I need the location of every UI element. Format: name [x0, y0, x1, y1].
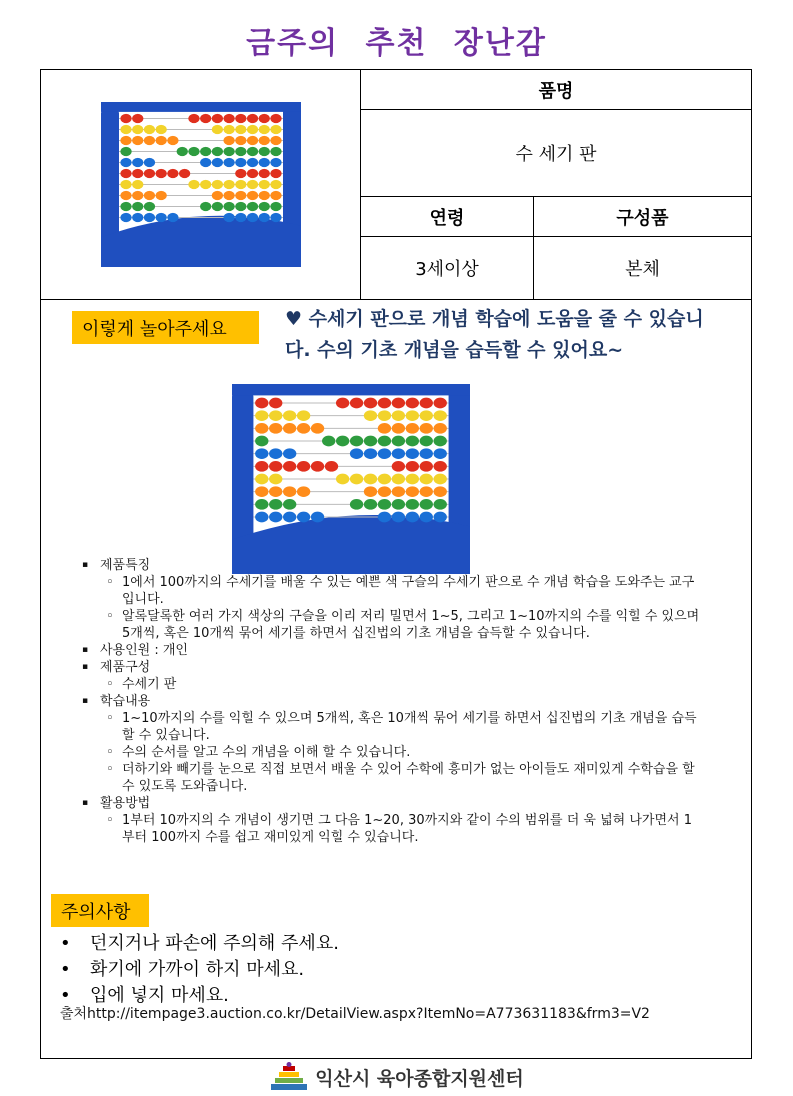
caution-tag: 주의사항: [51, 894, 149, 927]
age-header: 연령: [360, 196, 534, 237]
abacus-large-image: [232, 384, 470, 574]
footer: [0, 1062, 793, 1092]
users-info: ▪ 사용인원 : 개인: [100, 642, 700, 659]
play-tag: 이렇게 놀아주세요: [72, 311, 259, 344]
composition-item: ◦ 수세기 판: [122, 676, 700, 693]
caution-item: • 던지거나 파손에 주의해 주세요.: [60, 931, 339, 957]
headline-text: ♥ 수세기 판으로 개념 학습에 도움을 줄 수 있습니다. 수의 기초 개념을 습득할 수 있어요~: [285, 308, 704, 361]
center-logo-icon: [269, 1062, 309, 1092]
page-title: 금주의 추천 장난감: [246, 26, 547, 61]
parts-header: 구성품: [533, 196, 752, 237]
source-link[interactable]: 출처http://itempage3.auction.co.kr/DetailView.aspx?ItemNo=A773631183&frm3=V2: [60, 1006, 650, 1022]
composition-title: ▪ 제품구성: [100, 659, 700, 676]
caution-item: • 입에 넣지 마세요.: [60, 983, 339, 1009]
parts-value: 본체: [533, 236, 752, 300]
learning-item: ◦ 더하기와 빼기를 눈으로 직접 보면서 배울 수 있어 수학에 흥미가 없는 아이들도 재미있게 수학습을 할 수 있도록 도와줍니다.: [122, 761, 700, 795]
learning-title: ▪ 학습내용: [100, 693, 700, 710]
abacus-image: [101, 102, 301, 267]
caution-list: [60, 931, 339, 1009]
learning-item: ◦ 수의 순서를 알고 수의 개념을 이해 할 수 있습니다.: [122, 744, 700, 761]
learning-item: ◦ 1~10까지의 수를 익힐 수 있으며 5개씩, 혹은 10개씩 묶어 세기를 하면서 십진법의 기초 개념을 습득할 수 있습니다.: [122, 710, 700, 744]
caution-item: • 화기에 가까이 하지 마세요.: [60, 957, 339, 983]
feature-item: ◦ 1에서 100까지의 수세기를 배울 수 있는 예쁜 색 구슬의 수세기 판으로 수 개념 학습을 도와주는 교구입니다.: [122, 574, 700, 608]
product-name-header: 품명: [360, 69, 752, 110]
product-details: [80, 557, 700, 846]
usage-item: ◦ 1부터 10까지의 수 개념이 생기면 그 다음 1~20, 30까지와 같이 수의 범위를 더 욱 넓혀 나가면서 1부터 100까지 수를 쉽고 재미있게 익힐 수 있습니다.: [122, 812, 700, 846]
features-title: ▪ 제품특징: [100, 557, 700, 574]
product-image-cell: [40, 69, 361, 300]
feature-item: ◦ 알록달록한 여러 가지 색상의 구슬을 이리 저리 밀면서 1~5, 그리고 1~10까지의 수를 익힐 수 있으며 5개씩, 혹은 10개씩 묶어 세기를 하면서 십진법의 기초 개념을 습득할 수 있습니다.: [122, 608, 700, 642]
age-value: 3세이상: [360, 236, 534, 300]
usage-title: ▪ 활용방법: [100, 795, 700, 812]
footer-org-name: 익산시 육아종합지원센터: [315, 1067, 524, 1090]
product-name-value: 수 세기 판: [360, 109, 752, 197]
